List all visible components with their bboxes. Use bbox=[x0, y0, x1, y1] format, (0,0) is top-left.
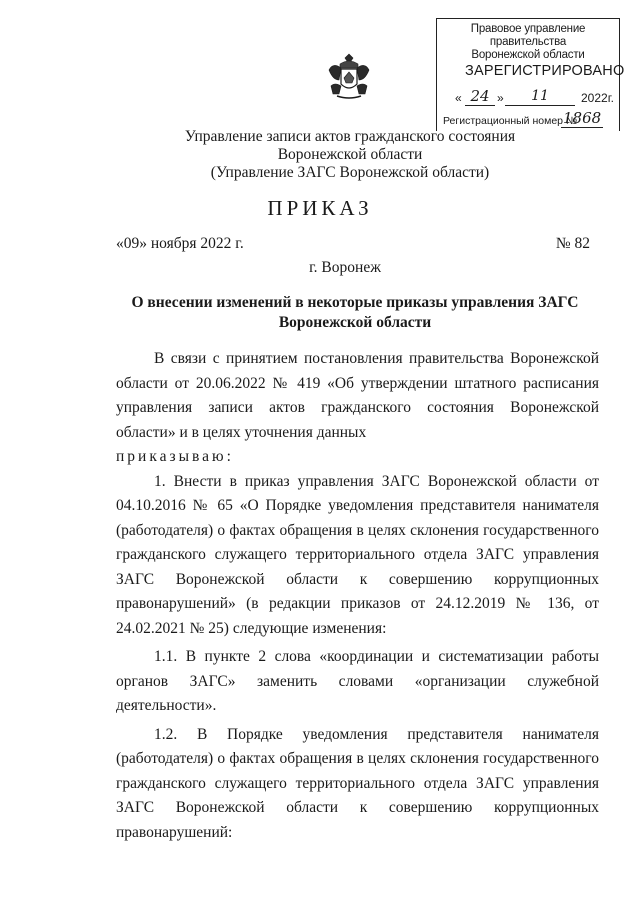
stamp-day: 24 bbox=[465, 87, 495, 106]
agency-line3: (Управление ЗАГС Воронежской области) bbox=[210, 164, 490, 181]
document-body bbox=[116, 347, 599, 845]
document-date: «09» ноября 2022 г. bbox=[116, 235, 244, 252]
agency-line1: Управление записи актов гражданского состояния bbox=[184, 128, 516, 145]
document-subject: О внесении изменений в некоторые приказы управления ЗАГС Воронежской области bbox=[131, 294, 579, 331]
stamp-reg-number: 1868 bbox=[563, 109, 602, 127]
item-1-2: 1.2. В Порядке уведомления представителя нанимателя (работодателя) о фактах обращения в целях склонения государственного гражданского служащего территориального отдела ЗАГС управления ЗАГС Воронежской области к совершению коррупционных правонарушений: bbox=[116, 725, 599, 841]
agency-line2: Воронежской области bbox=[277, 146, 423, 163]
stamp-org-line1: Правовое управление правительства bbox=[470, 23, 586, 48]
coat-of-arms-icon bbox=[325, 52, 373, 102]
agency-name bbox=[180, 128, 520, 182]
stamp-date: « 24 » 11 2022г. bbox=[455, 87, 614, 105]
preamble-paragraph: В связи с принятием постановления правительства Воронежской области от 20.06.2022 № 419 «Об утверждении штатного расписания управления записи актов гражданского состояния Воронежской области» и в целях уточнения данных bbox=[116, 350, 599, 441]
stamp-month: 11 bbox=[505, 87, 575, 106]
item-1: 1. Внести в приказ управления ЗАГС Воронежской области от 04.10.2016 № 65 «О Порядке уведомления представителя нанимателя (работодателя) о фактах обращения в целях склонения государственного гражданского служащего территориального отдела ЗАГС управления ЗАГС Воронежской области к совершению коррупционных правонарушений» (в редакции приказов от 24.12.2019 № 136, от 24.02.2021 № 25) следующие изменения: bbox=[116, 472, 599, 637]
registration-stamp bbox=[436, 18, 625, 131]
stamp-year: 2022г. bbox=[581, 91, 614, 105]
stamp-registered-label: ЗАРЕГИСТРИРОВАНО bbox=[465, 63, 625, 79]
document-title: ПРИКАЗ bbox=[267, 196, 373, 220]
document-number: № 82 bbox=[555, 235, 590, 252]
stamp-org-line2: Воронежской области bbox=[471, 49, 585, 61]
document-city: г. Воронеж bbox=[309, 259, 381, 276]
stamp-reg-label: Регистрационный номер № bbox=[443, 115, 578, 127]
stamp-organization bbox=[437, 23, 619, 62]
order-word: приказываю: bbox=[116, 448, 234, 465]
item-1-1: 1.1. В пункте 2 слова «координации и систематизации работы органов ЗАГС» заменить словами «организации служебной деятельности». bbox=[116, 648, 599, 714]
